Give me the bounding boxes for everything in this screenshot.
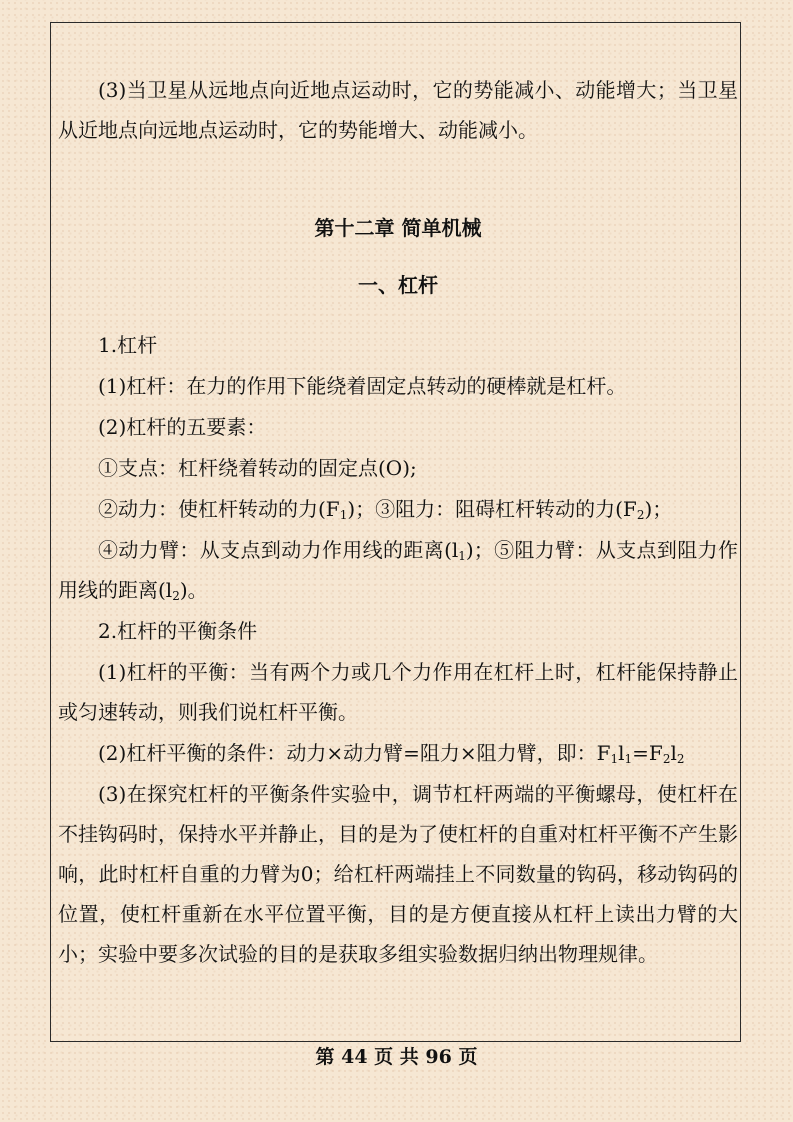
section-title: 一、杠杆 xyxy=(358,273,438,297)
text-fragment: (2)杠杆平衡的条件：动力×动力臂=阻力×阻力臂，即：F xyxy=(98,741,611,765)
paragraph-arms xyxy=(58,530,738,610)
paragraph-fulcrum: ①支点：杠杆绕着转动的固定点(O); xyxy=(98,456,417,480)
paragraph-balance-condition xyxy=(58,733,738,773)
text-fragment: =F xyxy=(632,741,663,765)
text-fragment: ④动力臂：从支点到动力作用线的距离(l xyxy=(98,538,459,562)
paragraph-forces xyxy=(58,489,738,529)
subheading-balance: 2.杠杆的平衡条件 xyxy=(98,619,258,643)
subscript: 1 xyxy=(339,508,348,522)
paragraph-lever-definition: (1)杠杆：在力的作用下能绕着固定点转动的硬棒就是杠杆。 xyxy=(98,374,627,398)
subscript: 2 xyxy=(662,752,671,766)
page-footer: 第 44 页 共 96 页 xyxy=(315,1046,478,1068)
text-fragment: )。 xyxy=(179,578,208,602)
paragraph-balance-definition: (1)杠杆的平衡：当有两个力或几个力作用在杠杆上时，杠杆能保持静止或匀速转动，则我们说杠杆平衡。 xyxy=(58,660,738,724)
text-fragment: l xyxy=(670,741,677,765)
paragraph-five-elements: (2)杠杆的五要素： xyxy=(98,415,267,439)
text-fragment: ②动力：使杠杆转动的力(F xyxy=(98,497,340,521)
subscript: 1 xyxy=(610,752,619,766)
text-fragment: )； xyxy=(644,497,673,521)
subscript: 1 xyxy=(458,549,466,563)
paragraph-satellite: (3)当卫星从远地点向近地点运动时，它的势能减小、动能增大；当卫星从近地点向远地点运动时，它的势能增大、动能减小。 xyxy=(58,78,738,142)
chapter-title: 第十二章 简单机械 xyxy=(314,216,482,240)
paragraph-experiment: (3)在探究杠杆的平衡条件实验中，调节杠杆两端的平衡螺母，使杠杆在不挂钩码时，保持水平并静止，目的是为了使杠杆的自重对杠杆平衡不产生影响，此时杠杆自重的力臂为0；给杠杆两端挂上不同数量的钩码，移动钩码的位置，使杠杆重新在水平位置平衡，目的是方便直接从杠杆上读出力臂的大小；实验中要多次试验的目的是获取多组实验数据归纳出物理规律。 xyxy=(58,782,738,966)
subheading-lever: 1.杠杆 xyxy=(98,333,158,357)
text-fragment: l xyxy=(618,741,625,765)
subscript: 2 xyxy=(172,589,180,603)
subscript: 2 xyxy=(676,752,685,766)
page-content xyxy=(58,70,738,974)
subscript: 2 xyxy=(636,508,645,522)
text-fragment: )；③阻力：阻碍杠杆转动的力(F xyxy=(347,497,637,521)
subscript: 1 xyxy=(624,752,633,766)
text-fragment: )；⑤阻力臂：从支点到阻力作用线的距离(l xyxy=(58,538,738,602)
